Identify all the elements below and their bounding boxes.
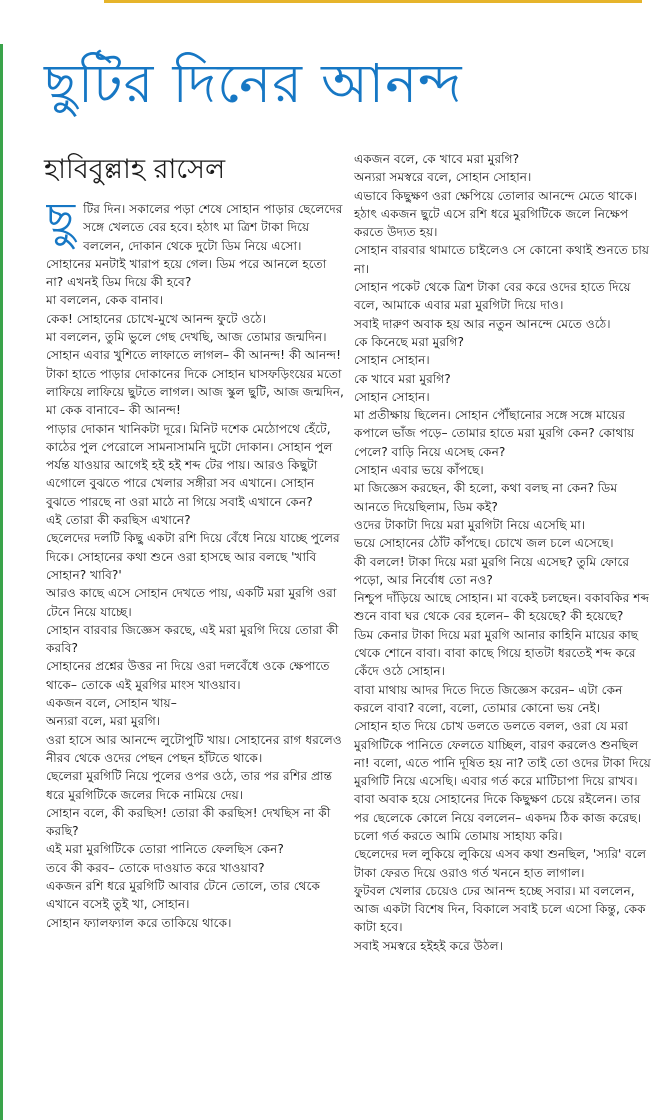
paragraph: কেক! সোহানের চোখে-মুখে আনন্দ ফুটে ওঠে। bbox=[46, 311, 267, 326]
paragraph: কে খাবে মরা মুরগি? bbox=[354, 371, 451, 386]
paragraph: সবাই সমস্বরে হইহই করে উঠল। bbox=[354, 938, 504, 953]
paragraph: মা জিজ্ঞেস করছেন, কী হলো, কথা বলছ না কেন? ডিম আনতে দিয়েছিলাম, ডিম কই? bbox=[354, 481, 618, 514]
paragraph: তবে কী করব– তোকে দাওয়াত করে খাওয়াব? bbox=[46, 860, 265, 875]
paragraph: সোহান ফ্যালফ্যাল করে তাকিয়ে থাকে। bbox=[46, 915, 232, 930]
paragraph: সবাই দারুণ অবাক হয় আর নতুন আনন্দে মেতে ওঠে। bbox=[354, 316, 611, 331]
paragraph: এই মরা মুরগিটিকে তোরা পানিতে ফেলছিস কেন? bbox=[46, 842, 284, 857]
paragraph: অন্যরা বলে, মরা মুরগি। bbox=[46, 714, 161, 729]
article-title: ছুটির দিনের আনন্দ bbox=[44, 52, 463, 115]
paragraph: বাবা মাথায় আদর দিতে দিতে জিজ্ঞেস করেন– এটা কেন করলে বাবা? বলো, বলো, তোমার কোনো ভয় নেই। bbox=[354, 682, 623, 715]
paragraph: অন্যরা সমস্বরে বলে, সোহান সোহান। bbox=[354, 170, 532, 185]
paragraph: সোহান এবার খুশিতে লাফাতে লাগল– কী আনন্দ! কী আনন্দ! bbox=[46, 348, 341, 363]
paragraph: মা প্রতীক্ষায় ছিলেন। সোহান পৌঁছানোর সঙ্গে সঙ্গে মায়ের কপালে ভাঁজ পড়ে– তোমার হাতে মরা মুরগি কেন? কোথায় পেলে? বাড়ি নিয়ে এসেছ কেন? bbox=[354, 408, 635, 459]
drop-cap: ছু bbox=[46, 200, 76, 248]
paragraph: টাকা হাতে পাড়ার দোকানের দিকে সোহান ঘাসফড়িংয়ের মতো লাফিয়ে লাফিয়ে ছুটতে লাগল। আজ স্কুল ছুটি, আজ জন্মদিন, মা কেক বানাবে– কী আনন্দ! bbox=[46, 366, 344, 418]
paragraph: ছেলেরা মুরগিটি নিয়ে পুলের ওপর ওঠে, তার পর রশির প্রান্ত ধরে মুরগিটিকে জলের দিকে নামিয়ে দেয়। bbox=[46, 769, 332, 802]
paragraph: সোহান সোহান। bbox=[354, 353, 430, 368]
paragraph: সোহানের মনটাই খারাপ হয়ে গেল। ডিম পরে আনলে হতো না? এখনই ডিম দিয়ে কী হবে? bbox=[46, 256, 327, 290]
paragraph: ওরা হাসে আর আনন্দে লুটোপুটি খায়। সোহানের রাগ ধরলেও নীরব থেকে ওদের পেছন পেছন হাঁটতে থাকে। bbox=[46, 732, 342, 765]
paragraph: একজন বলে, কে খাবে মরা মুরগি? bbox=[354, 152, 520, 166]
paragraph: এই তোরা কী করছিস এখানে? bbox=[46, 513, 191, 528]
paragraph: বাবা অবাক হয়ে সোহানের দিকে কিছুক্ষণ চেয়ে রইলেন। তার পর ছেলেকে কোলে নিয়ে বললেন– একদম ঠিক কাজ করেছ। চলো গর্ত করতে আমি তোমায় সাহায্য করি। bbox=[354, 792, 642, 843]
paragraph: ওদের টাকাটা দিয়ে মরা মুরগিটা নিয়ে এসেছি মা। bbox=[354, 517, 586, 532]
paragraph: সোহান হাত দিয়ে চোখ ডলতে ডলতে বলল, ওরা যে মরা মুরগিটিকে পানিতে ফেলতে যাচ্ছিল, বারণ করলেও শুনছিল না! বলো, এতে পানি দূষিত হয় না? তাই তো ওদের টাকা দিয়ে মুরগিটি নিয়ে এসেছি। এবার গর্ত করে মাটিচাপা দিয়ে রাখব। bbox=[354, 719, 651, 789]
article-column-left bbox=[46, 200, 346, 1118]
paragraph: সোহানের প্রশ্নের উত্তর না দিয়ে ওরা দলবেঁধে ওকে ক্ষেপাতে থাকে– তোকে এই মুরগির মাংস খাওয়াব। bbox=[46, 659, 330, 692]
paragraph: একজন রশি ধরে মুরগিটি আবার টেনে তোলে, তার থেকে এখানে বসেই তুই খা, সোহান। bbox=[46, 878, 320, 912]
paragraph: পাড়ার দোকান খানিকটা দূরে। মিনিট দশেক মেঠোপথে হেঁটে, কাঠের পুল পেরোলে সামনাসামনি দুটো দোকান। সোহান পুল পর্যন্ত যাওয়ার আগেই হই হই শব্দ টের পায়। আরও কিছুটা এগোলে বুঝতে পারে খেলার সঙ্গীরা সব এখানে। সোহান বুঝতে পারছে না ওরা মাঠে না গিয়ে সবাই এখানে কেন? bbox=[46, 421, 333, 509]
paragraph: নিশ্চুপ দাঁড়িয়ে আছে সোহান। মা বকেই চলছেন। বকাবকির শব্দ শুনে বাবা ঘর থেকে বের হলেন– কী হয়েছে? কী হয়েছে? bbox=[354, 591, 650, 624]
paragraph: সোহান পকেট থেকে ত্রিশ টাকা বের করে ওদের হাতে দিয়ে বলে, আমাকে এবার মরা মুরগিটা দিয়ে দাও। bbox=[354, 280, 631, 313]
paragraph: মা বললেন, কেক বানাব। bbox=[46, 293, 164, 308]
opening-paragraph bbox=[46, 200, 346, 255]
paragraph: কে কিনেছে মরা মুরগি? bbox=[354, 334, 464, 349]
top-accent-rule bbox=[104, 0, 642, 3]
paragraph: একজন বলে, সোহান খায়– bbox=[46, 696, 177, 711]
paragraph: কী বললে! টাকা দিয়ে মরা মুরগি নিয়ে এসেছ? তুমি ফোরে পড়ো, আর নির্বোধ তো নও? bbox=[354, 554, 630, 587]
paragraph: ভয়ে সোহানের ঠোঁট কাঁপছে। চোখে জল চলে এসেছে। bbox=[354, 536, 614, 551]
paragraph: মা বললেন, তুমি ভুলে গেছ দেখছি, আজ তোমার জন্মদিন। bbox=[46, 330, 327, 345]
paragraph: সোহান বলে, কী করছিস! তোরা কী করছিস! দেখছিস না কী করছি? bbox=[46, 805, 331, 839]
paragraph: সোহান বারবার জিজ্ঞেস করছে, এই মরা মুরগি দিয়ে তোরা কী করবি? bbox=[46, 622, 339, 656]
paragraph: ডিম কেনার টাকা দিয়ে মরা মুরগি আনার কাহিনি মায়ের কাছ থেকে শোনে বাবা। বাবা কাছে গিয়ে হাতটা ধরতেই শব্দ করে কেঁদে ওঠে সোহান। bbox=[354, 627, 639, 679]
paragraph: টির দিন। সকালের পড়া শেষে সোহান পাড়ার ছেলেদের সঙ্গে খেলতে বের হবে। হঠাৎ মা ত্রিশ টাকা দিয়ে বললেন, দোকান থেকে দুটো ডিম নিয়ে এসো। bbox=[83, 202, 343, 253]
paragraph: এভাবে কিছুক্ষণ ওরা ক্ষেপিয়ে তোলার আনন্দে মেতে থাকে। হঠাৎ একজন ছুটে এসে রশি ধরে মুরগিটিকে জলে নিক্ষেপ করতে উদ্যত হয়। bbox=[354, 188, 638, 240]
paragraph: ফুটবল খেলার চেয়েও ঢের আনন্দ হচ্ছে সবার। মা বললেন, আজ একটা বিশেষ দিন, বিকালে সবাই চলে এসো কিন্তু, কেক কাটা হবে। bbox=[354, 883, 646, 935]
paragraph: সোহান বারবার থামাতে চাইলেও সে কোনো কথাই শুনতে চায় না। bbox=[354, 243, 650, 276]
article-column-right bbox=[354, 150, 654, 1118]
paragraph: সোহান সোহান। bbox=[354, 389, 430, 404]
paragraph: ছেলেদের দল লুকিয়ে লুকিয়ে এসব কথা শুনছিল, 'স্যরি' বলে টাকা ফেরত দিয়ে ওরাও গর্ত খননে হাত লাগাল। bbox=[354, 847, 647, 880]
article-author: হাবিবুল্লাহ রাসেল bbox=[44, 154, 226, 185]
paragraph: ছেলেদের দলটি কিছু একটা রশি দিয়ে বেঁধে নিয়ে যাচ্ছে পুলের দিকে। সোহানের কথা শুনে ওরা হাসছে আর বলছে 'খাবি সোহান? খাবি?' bbox=[46, 531, 340, 582]
paragraph: সোহান এবার ভয়ে কাঁপছে। bbox=[354, 463, 484, 478]
paragraph: আরও কাছে এসে সোহান দেখতে পায়, একটি মরা মুরগি ওরা টেনে নিয়ে যাচ্ছে। bbox=[46, 586, 337, 619]
left-accent-rule bbox=[0, 44, 3, 1120]
